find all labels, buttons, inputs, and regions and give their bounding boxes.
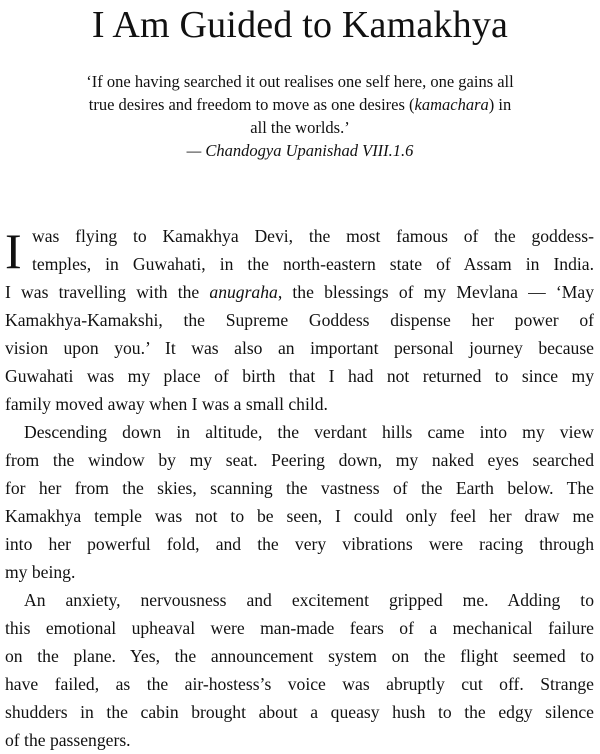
paragraph-3 — [5, 586, 594, 754]
text-span: I was travelling with the — [5, 282, 210, 302]
epigraph-line — [0, 93, 600, 116]
text-line: of the passengers. — [5, 730, 131, 750]
text-line — [5, 278, 594, 306]
text-span: , the blessings of my Mevlana — ‘May — [277, 282, 594, 302]
text-line: from the window by my seat. Peering down, my naked eyes searched — [5, 450, 594, 470]
text-line: into her powerful fold, and the very vibrations were racing through — [5, 534, 594, 554]
epigraph-text: ) in — [488, 95, 512, 114]
text-line: my being. — [5, 562, 76, 582]
text-line: was flying to Kamakhya Devi, the most famous of the goddess- — [32, 226, 594, 246]
text-line: Descending down in altitude, the verdant hills came into my view — [24, 422, 594, 442]
text-line: shudders in the cabin brought about a queasy hush to the edgy silence — [5, 702, 594, 722]
epigraph — [0, 70, 600, 162]
text-line: An anxiety, nervousness and excitement gripped me. Adding to — [24, 590, 594, 610]
epigraph-attribution: — Chandogya Upanishad VIII.1.6 — [186, 141, 414, 160]
epigraph-line: ‘If one having searched it out realises one self here, one gains all — [86, 72, 514, 91]
text-line: temples, in Guwahati, in the north-eastern state of Assam in India. — [32, 254, 594, 274]
text-line: this emotional upheaval were man-made fears of a mechanical failure — [5, 618, 594, 638]
text-line: vision upon you.’ It was also an important personal journey because — [5, 338, 594, 358]
body-text — [5, 222, 594, 754]
drop-cap: I — [5, 223, 22, 279]
epigraph-line: all the worlds.’ — [250, 118, 350, 137]
text-line: on the plane. Yes, the announcement system on the flight seemed to — [5, 646, 594, 666]
epigraph-term: kamachara — [414, 95, 489, 114]
chapter-title: I Am Guided to Kamakhya — [91, 4, 509, 46]
text-line: Kamakhya-Kamakshi, the Supreme Goddess dispense her power of — [5, 310, 594, 330]
text-line: for her from the skies, scanning the vastness of the Earth below. The — [5, 478, 594, 498]
paragraph-2 — [5, 418, 594, 586]
emphasis-term: anugraha — [209, 282, 278, 302]
epigraph-text: true desires and freedom to move as one desires ( — [88, 95, 415, 114]
text-line: family moved away when I was a small child. — [5, 394, 328, 414]
text-line: Guwahati was my place of birth that I had not returned to since my — [5, 366, 594, 386]
text-line: Kamakhya temple was not to be seen, I could only feel her draw me — [5, 506, 594, 526]
text-line: have failed, as the air-hostess’s voice was abruptly cut off. Strange — [5, 674, 594, 694]
paragraph-1 — [5, 222, 594, 418]
